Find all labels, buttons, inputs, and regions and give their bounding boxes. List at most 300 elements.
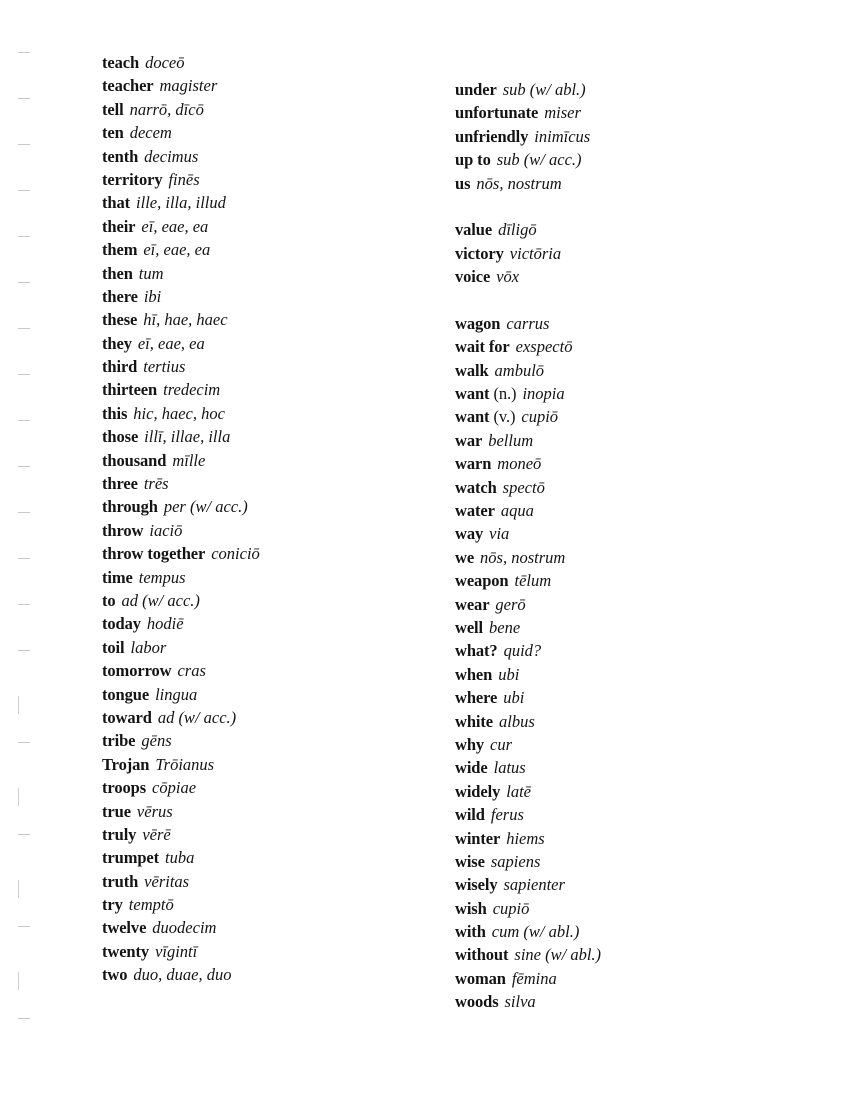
english-word (102, 147, 138, 166)
vocab-entry (102, 402, 260, 425)
vocab-entry (102, 659, 260, 682)
english-word (102, 53, 139, 72)
margin-tick-mark (18, 236, 30, 237)
english-word (102, 708, 152, 727)
margin-tick-mark (18, 880, 19, 898)
english-word-text: Trojan (102, 754, 150, 774)
english-word (455, 244, 504, 263)
vocab-entry (102, 472, 260, 495)
part-of-speech-note: (v.) (493, 407, 516, 427)
latin-translation: lingua (155, 684, 198, 704)
english-word-text: victory (455, 243, 504, 263)
latin-translation: tuba (165, 848, 195, 868)
latin-translation: gerō (495, 594, 526, 614)
english-word (102, 451, 166, 470)
latin-translation: Trōianus (155, 754, 215, 774)
section-gap (455, 289, 601, 312)
latin-translation: iaciō (149, 520, 183, 540)
latin-translation: cum (w/ abl.) (491, 922, 580, 942)
vocab-entry (102, 168, 260, 191)
english-word-text: troops (102, 778, 147, 798)
vocab-entry (102, 542, 260, 565)
vocab-entry (455, 686, 601, 709)
latin-translation: ille, illa, illud (136, 193, 226, 213)
english-word (102, 217, 135, 236)
vocab-entry (455, 522, 601, 545)
english-word-text: tell (102, 99, 124, 119)
vocab-entry (455, 663, 601, 686)
latin-translation: narrō, dīcō (129, 99, 204, 119)
latin-translation: decimus (144, 146, 199, 166)
vocab-entry (102, 262, 260, 285)
margin-tick-mark (18, 374, 30, 375)
margin-tick-mark (18, 558, 30, 559)
margin-tick-mark (18, 420, 30, 421)
english-word (102, 731, 135, 750)
english-word-text: wish (455, 898, 487, 918)
english-word-text: why (455, 734, 485, 754)
english-word-text: to (102, 590, 116, 610)
english-word (102, 497, 158, 516)
latin-translation: tredecim (163, 380, 221, 400)
english-word-text: toil (102, 637, 125, 657)
english-word-text: twenty (102, 941, 150, 961)
english-word-text: try (102, 895, 123, 915)
english-word (102, 357, 137, 376)
english-word (102, 638, 125, 657)
english-word (102, 521, 143, 540)
english-word (455, 805, 485, 824)
english-word-text: they (102, 333, 132, 353)
latin-translation: cupiō (521, 407, 559, 427)
english-word (102, 778, 146, 797)
english-word (102, 848, 159, 867)
latin-translation: vēritas (144, 871, 190, 891)
vocab-entry (102, 800, 260, 823)
vocab-entry (102, 753, 260, 776)
latin-translation: albus (499, 711, 535, 731)
english-word-text: trumpet (102, 848, 160, 868)
vocab-entry (455, 125, 601, 148)
english-word-text: teacher (102, 76, 154, 96)
english-word (455, 735, 484, 754)
latin-translation: exspectō (515, 337, 573, 357)
english-word-text: water (455, 501, 495, 521)
latin-translation: victōria (509, 243, 562, 263)
vocab-entry (455, 265, 601, 288)
vocab-entry (455, 920, 601, 943)
english-word (455, 875, 497, 894)
vocab-entry (455, 803, 601, 826)
vocab-entry (102, 636, 260, 659)
english-word-text: ten (102, 123, 124, 143)
latin-translation: eī, eae, ea (143, 240, 211, 260)
latin-translation: sapiens (490, 851, 541, 871)
latin-translation: cōpiae (152, 778, 197, 798)
vocab-entry (455, 101, 601, 124)
latin-translation: illī, illae, illa (144, 427, 231, 447)
english-word (455, 829, 500, 848)
latin-translation: mīlle (172, 450, 206, 470)
latin-translation: per (w/ acc.) (163, 497, 248, 517)
english-word-text: toward (102, 707, 152, 727)
english-word (455, 852, 485, 871)
margin-tick-mark (18, 1018, 30, 1019)
english-word (455, 688, 497, 707)
vocab-entry (102, 425, 260, 448)
english-word-text: without (455, 945, 509, 965)
latin-translation: miser (544, 103, 581, 123)
vocab-entry (102, 285, 260, 308)
english-word-text: three (102, 474, 138, 494)
english-word (102, 404, 127, 423)
latin-translation: hodiē (146, 614, 184, 634)
latin-translation: bene (489, 617, 521, 637)
english-word-text: we (455, 547, 475, 567)
english-word-text: throw (102, 520, 144, 540)
english-word (455, 665, 492, 684)
english-word-text: war (455, 430, 483, 450)
english-word (455, 220, 492, 239)
english-word-text: that (102, 193, 131, 213)
english-word-text: territory (102, 169, 163, 189)
english-word-text: there (102, 286, 138, 306)
english-word-text: teach (102, 53, 140, 72)
english-word-text: us (455, 173, 471, 193)
latin-translation: latus (493, 758, 526, 778)
english-word-text: unfriendly (455, 126, 529, 146)
vocab-entry (455, 218, 601, 241)
vocab-entry (455, 733, 601, 756)
english-word (455, 641, 498, 660)
vocab-entry (102, 729, 260, 752)
english-word-text: third (102, 357, 138, 377)
english-word-text: wait for (455, 337, 510, 357)
english-word (102, 287, 138, 306)
vocab-entry (102, 963, 260, 986)
vocab-entry (102, 940, 260, 963)
latin-translation: ad (w/ acc.) (121, 590, 200, 610)
english-word (455, 384, 516, 403)
vocab-entry (455, 897, 601, 920)
english-word-text: their (102, 216, 136, 236)
vocab-entry (102, 916, 260, 939)
latin-translation: dīligō (498, 220, 537, 240)
margin-tick-mark (18, 696, 19, 714)
english-word-text: two (102, 965, 128, 985)
english-word (102, 895, 123, 914)
english-word (455, 478, 497, 497)
vocab-entry (455, 546, 601, 569)
latin-translation: cras (177, 661, 206, 681)
vocab-entry (455, 827, 601, 850)
english-word (455, 337, 510, 356)
vocab-entry (455, 476, 601, 499)
vocab-entry (102, 589, 260, 612)
vocab-entry (102, 823, 260, 846)
vocab-entry (455, 382, 601, 405)
latin-translation: aqua (500, 501, 534, 521)
vocab-entry (455, 452, 601, 475)
english-word (455, 150, 491, 169)
latin-translation: nōs, nostrum (480, 547, 566, 567)
english-word (102, 380, 157, 399)
english-word-text: time (102, 567, 133, 587)
english-word-text: what? (455, 641, 498, 661)
english-word-text: well (455, 617, 484, 637)
english-word (102, 123, 124, 142)
margin-tick-mark (18, 972, 19, 990)
latin-translation: inopia (522, 384, 565, 404)
english-word-text: winter (455, 828, 501, 848)
vocab-entry (455, 429, 601, 452)
english-word (102, 240, 137, 259)
latin-translation: quid? (503, 641, 542, 661)
english-word-text: wisely (455, 875, 498, 895)
english-word-text: wear (455, 594, 490, 614)
latin-translation: cur (490, 734, 513, 754)
english-word-text: voice (455, 267, 491, 287)
vocab-entry (455, 990, 601, 1013)
margin-tick-mark (18, 282, 30, 283)
english-word (455, 548, 474, 567)
vocab-entry (102, 378, 260, 401)
english-word-text: tenth (102, 146, 139, 166)
latin-translation: vīgintī (155, 941, 198, 961)
english-word (102, 310, 137, 329)
english-word-text: tomorrow (102, 661, 172, 681)
vocab-entry (102, 121, 260, 144)
vocab-entry (102, 706, 260, 729)
latin-translation: eī, eae, ea (137, 333, 205, 353)
english-word (102, 170, 162, 189)
vocab-entry (455, 312, 601, 335)
right-vocabulary-column (455, 78, 601, 1014)
english-word (455, 571, 509, 590)
english-word (455, 992, 499, 1011)
english-word (455, 524, 483, 543)
vocab-entry (102, 355, 260, 378)
margin-tick-mark (18, 650, 30, 651)
latin-translation: trēs (143, 474, 169, 494)
english-word-text: twelve (102, 918, 147, 938)
english-word (102, 76, 154, 95)
english-word-text: thirteen (102, 380, 158, 400)
vocab-entry (455, 78, 601, 101)
english-word-text: truly (102, 824, 137, 844)
latin-translation: duodecim (152, 918, 217, 938)
english-word (455, 782, 500, 801)
english-word-text: tongue (102, 684, 150, 704)
margin-tick-mark (18, 742, 30, 743)
vocab-entry (102, 449, 260, 472)
vocab-entry (455, 873, 601, 896)
latin-translation: tēlum (514, 571, 552, 591)
english-word (455, 267, 490, 286)
vocab-entry (102, 308, 260, 331)
english-word-text: with (455, 922, 486, 942)
english-word-text: those (102, 427, 139, 447)
english-word (455, 80, 497, 99)
english-word (455, 127, 528, 146)
latin-translation: hiems (506, 828, 545, 848)
latin-translation: coniciō (211, 544, 260, 564)
english-word (102, 193, 130, 212)
english-word (102, 334, 132, 353)
english-word (455, 758, 488, 777)
vocab-entry (455, 593, 601, 616)
english-word (102, 918, 146, 937)
english-word-text: wagon (455, 313, 501, 333)
vocab-entry (102, 145, 260, 168)
left-vocabulary-column (102, 51, 260, 987)
english-word (102, 965, 127, 984)
english-word-text: truth (102, 871, 139, 891)
margin-tick-mark (18, 604, 30, 605)
english-word-text: these (102, 310, 138, 330)
vocab-entry (455, 710, 601, 733)
english-word (102, 614, 141, 633)
english-word-text: where (455, 688, 498, 708)
english-word-text: value (455, 220, 493, 240)
english-word (102, 685, 149, 704)
latin-translation: gēns (141, 731, 172, 751)
english-word-text: woods (455, 992, 499, 1012)
latin-translation: labor (130, 637, 167, 657)
vocab-entry (102, 74, 260, 97)
latin-translation: tum (138, 263, 164, 283)
english-word (102, 591, 116, 610)
margin-tick-mark (18, 834, 30, 835)
english-word (102, 872, 138, 891)
latin-translation: sub (w/ abl.) (502, 80, 586, 99)
latin-translation: ad (w/ acc.) (157, 707, 237, 727)
latin-translation: tempus (138, 567, 186, 587)
english-word (455, 922, 486, 941)
latin-translation: fēmina (511, 968, 557, 988)
latin-translation: cupiō (492, 898, 530, 918)
latin-translation: magister (159, 76, 218, 96)
latin-translation: ferus (490, 805, 524, 825)
vocab-entry (455, 499, 601, 522)
english-word (455, 712, 493, 731)
latin-translation: bellum (488, 430, 534, 450)
english-word (455, 945, 508, 964)
english-word-text: walk (455, 360, 489, 380)
english-word (102, 825, 136, 844)
vocab-entry (455, 405, 601, 428)
english-word-text: watch (455, 477, 497, 497)
vocab-entry (102, 846, 260, 869)
latin-translation: vōx (496, 267, 520, 287)
vocab-entry (102, 191, 260, 214)
english-word-text: when (455, 664, 493, 684)
margin-tick-mark (18, 512, 30, 513)
english-word (455, 969, 506, 988)
vocab-entry (455, 943, 601, 966)
vocab-entry (102, 776, 260, 799)
vocab-entry (102, 870, 260, 893)
english-word (455, 103, 538, 122)
margin-tick-mark (18, 52, 30, 53)
english-word (102, 942, 149, 961)
english-word (102, 568, 133, 587)
vocab-entry (455, 780, 601, 803)
english-word (455, 361, 489, 380)
english-word-text: thousand (102, 450, 167, 470)
vocab-entry (102, 495, 260, 518)
vocab-entry (455, 639, 601, 662)
english-word (455, 407, 515, 426)
latin-translation: spectō (502, 477, 545, 497)
english-word (102, 100, 124, 119)
latin-translation: tertius (143, 357, 186, 377)
english-word (102, 427, 138, 446)
english-word-text: unfortunate (455, 103, 539, 123)
latin-translation: ambulō (494, 360, 545, 380)
english-word-text: today (102, 614, 141, 634)
english-word (102, 264, 133, 283)
section-gap (455, 195, 601, 218)
margin-tick-mark (18, 144, 30, 145)
english-word (455, 501, 495, 520)
vocab-entry (102, 51, 260, 74)
vocab-entry (102, 98, 260, 121)
latin-translation: vērus (136, 801, 173, 821)
latin-translation: doceō (145, 53, 185, 72)
latin-translation: finēs (168, 169, 200, 189)
english-word-text: white (455, 711, 493, 731)
vocab-entry (102, 238, 260, 261)
english-word-text: throw together (102, 544, 206, 564)
english-word-text: under (455, 80, 497, 99)
latin-translation: sub (w/ acc.) (496, 150, 582, 170)
english-word (455, 899, 487, 918)
english-word (455, 454, 491, 473)
margin-tick-mark (18, 788, 19, 806)
margin-tick-mark (18, 98, 30, 99)
english-word-text: warn (455, 454, 492, 474)
english-word-text: through (102, 497, 158, 517)
vocab-entry (102, 893, 260, 916)
vocab-entry (102, 215, 260, 238)
latin-translation: sine (w/ abl.) (514, 945, 602, 965)
vocab-entry (102, 566, 260, 589)
english-word-text: then (102, 263, 133, 283)
latin-translation: temptō (128, 895, 174, 915)
english-word (455, 595, 489, 614)
latin-translation: silva (504, 992, 536, 1012)
vocab-entry (455, 850, 601, 873)
vocab-entry (455, 148, 601, 171)
english-word-text: wise (455, 851, 485, 871)
vocab-entry (455, 616, 601, 639)
vocab-entry (455, 242, 601, 265)
latin-translation: sapienter (503, 875, 565, 895)
vocab-entry (455, 756, 601, 779)
vocab-entry (455, 569, 601, 592)
english-word (455, 431, 482, 450)
latin-translation: ibi (143, 286, 162, 306)
english-word (455, 174, 470, 193)
margin-tick-mark (18, 926, 30, 927)
english-word (102, 661, 171, 680)
left-margin-marks (18, 40, 32, 1080)
latin-translation: ubi (503, 688, 525, 708)
vocab-entry (455, 359, 601, 382)
latin-translation: inimīcus (534, 126, 591, 146)
vocab-entry (102, 332, 260, 355)
